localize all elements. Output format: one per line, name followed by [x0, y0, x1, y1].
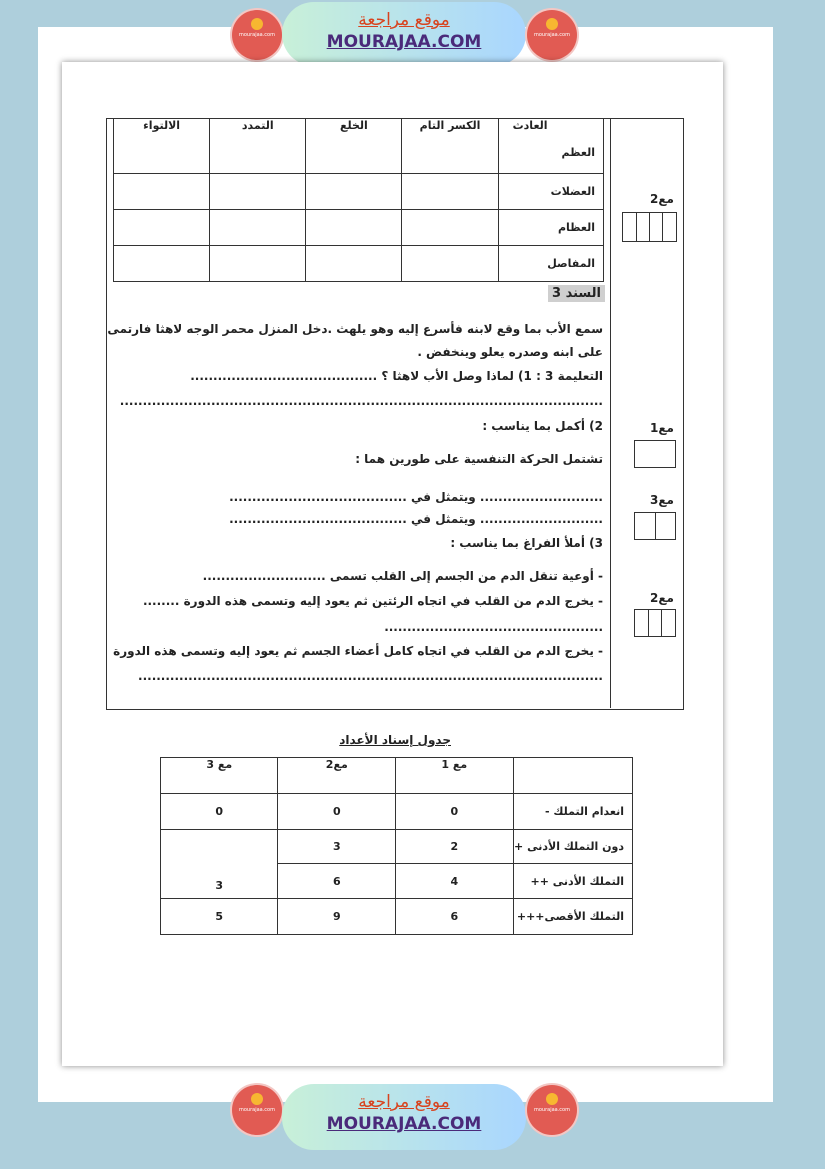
grading-cell: 9 — [278, 899, 396, 935]
grading-cell: 3 — [278, 830, 396, 864]
injury-header-2: الكسر التام — [402, 119, 498, 174]
grading-row-label: التملك الأقصى+++ — [513, 899, 632, 935]
injury-row-label: العضلات — [498, 174, 603, 210]
question-3-c: ................................................ — [384, 620, 603, 634]
grading-row-label: التملك الأدنى ++ — [513, 864, 632, 899]
injury-header-4: التمدد — [210, 119, 306, 174]
grading-row-label: انعدام التملك - — [513, 794, 632, 830]
grading-cell: 0 — [278, 794, 396, 830]
injury-header-3: الخلع — [306, 119, 402, 174]
logo-icon-right-top: mourajaa.com — [527, 10, 577, 60]
mark-box-2b[interactable] — [634, 609, 676, 637]
grading-cell: 5 — [161, 899, 278, 935]
marks-column-divider — [610, 118, 611, 708]
banner-latin: MOURAJAA.COM — [326, 1114, 482, 1134]
mark-label-2b: مع2 — [650, 591, 674, 605]
logo-icon-right-bottom: mourajaa.com — [527, 1085, 577, 1135]
injury-header-1 — [498, 119, 603, 174]
logo-icon-left-bottom: mourajaa.com — [232, 1085, 282, 1135]
banner-arabic: موقع مراجعة — [358, 10, 450, 30]
question-3-a: - أوعية تنقل الدم من الجسم إلى القلب تسمى ........................... — [202, 569, 603, 583]
question-2-line-2: ........................... ويتمثل في ....................................... — [229, 512, 603, 526]
grading-cell: 0 — [161, 794, 278, 830]
mark-box-3[interactable] — [634, 512, 676, 540]
answer-dots-1: .......................................................................................................... — [119, 394, 603, 408]
question-2: 2) أكمل بما يناسب : — [482, 419, 603, 433]
mark-label-2a: مع2 — [650, 192, 674, 206]
banner-arabic: موقع مراجعة — [358, 1092, 450, 1112]
grading-header-m2: مع2 — [278, 758, 396, 794]
grading-header-m1: مع 1 — [396, 758, 513, 794]
section-title: السند 3 — [548, 285, 605, 302]
paragraph-line-1: سمع الأب بما وقع لابنه فأسرع إليه وهو يلهث .دخل المنزل محمر الوجه لاهثا فارتمى — [107, 322, 603, 336]
paragraph-line-2: على ابنه وصدره يعلو وينخفض . — [417, 345, 603, 359]
question-3-d: - يخرج الدم من القلب في اتجاه كامل أعضاء الجسم ثم يعود إليه وتسمى هذه الدورة — [113, 644, 603, 658]
mark-box-1[interactable] — [634, 440, 676, 468]
injury-header-label: العادث — [512, 119, 548, 132]
question-3: 3) أملأ الفراغ بما يناسب : — [450, 536, 603, 550]
question-3-b: - يخرج الدم من القلب في اتجاه الرئتين ثم يعود إليه وتسمى هذه الدورة ........ — [142, 594, 603, 608]
logo-icon-left-top: mourajaa.com — [232, 10, 282, 60]
mark-box-2a[interactable] — [622, 212, 677, 242]
grading-header-label — [513, 758, 632, 794]
grading-row-label: دون التملك الأدنى + — [513, 830, 632, 864]
mark-label-3: مع3 — [650, 493, 674, 507]
grading-cell: 2 — [396, 830, 513, 864]
grading-cell: 0 — [396, 794, 513, 830]
site-banner-bottom[interactable] — [282, 1084, 526, 1150]
injury-table — [113, 118, 604, 282]
mark-label-1: مع1 — [650, 421, 674, 435]
grading-cell: 3 — [161, 830, 278, 899]
grading-table — [160, 757, 633, 935]
grading-header-m3: مع 3 — [161, 758, 278, 794]
grading-cell: 6 — [396, 899, 513, 935]
grading-cell: 6 — [278, 864, 396, 899]
injury-row-label: المفاصل — [498, 246, 603, 282]
injury-row-label: العظام — [498, 210, 603, 246]
question-1: التعليمة 3 : 1) لماذا وصل الأب لاهثا ؟ ......................................... — [190, 369, 603, 383]
injury-row-bone: العظم — [561, 146, 595, 159]
question-2-line-1: ........................... ويتمثل في ....................................... — [229, 490, 603, 504]
injury-header-5: الالتواء — [114, 119, 210, 174]
site-banner-top[interactable] — [282, 2, 526, 66]
question-3-e: ...................................................................................................... — [138, 669, 603, 683]
grading-table-title: جدول إسناد الأعداد — [339, 733, 451, 747]
grading-cell: 4 — [396, 864, 513, 899]
banner-latin: MOURAJAA.COM — [326, 32, 482, 52]
question-2-stem: تشتمل الحركة التنفسية على طورين هما : — [355, 452, 603, 466]
